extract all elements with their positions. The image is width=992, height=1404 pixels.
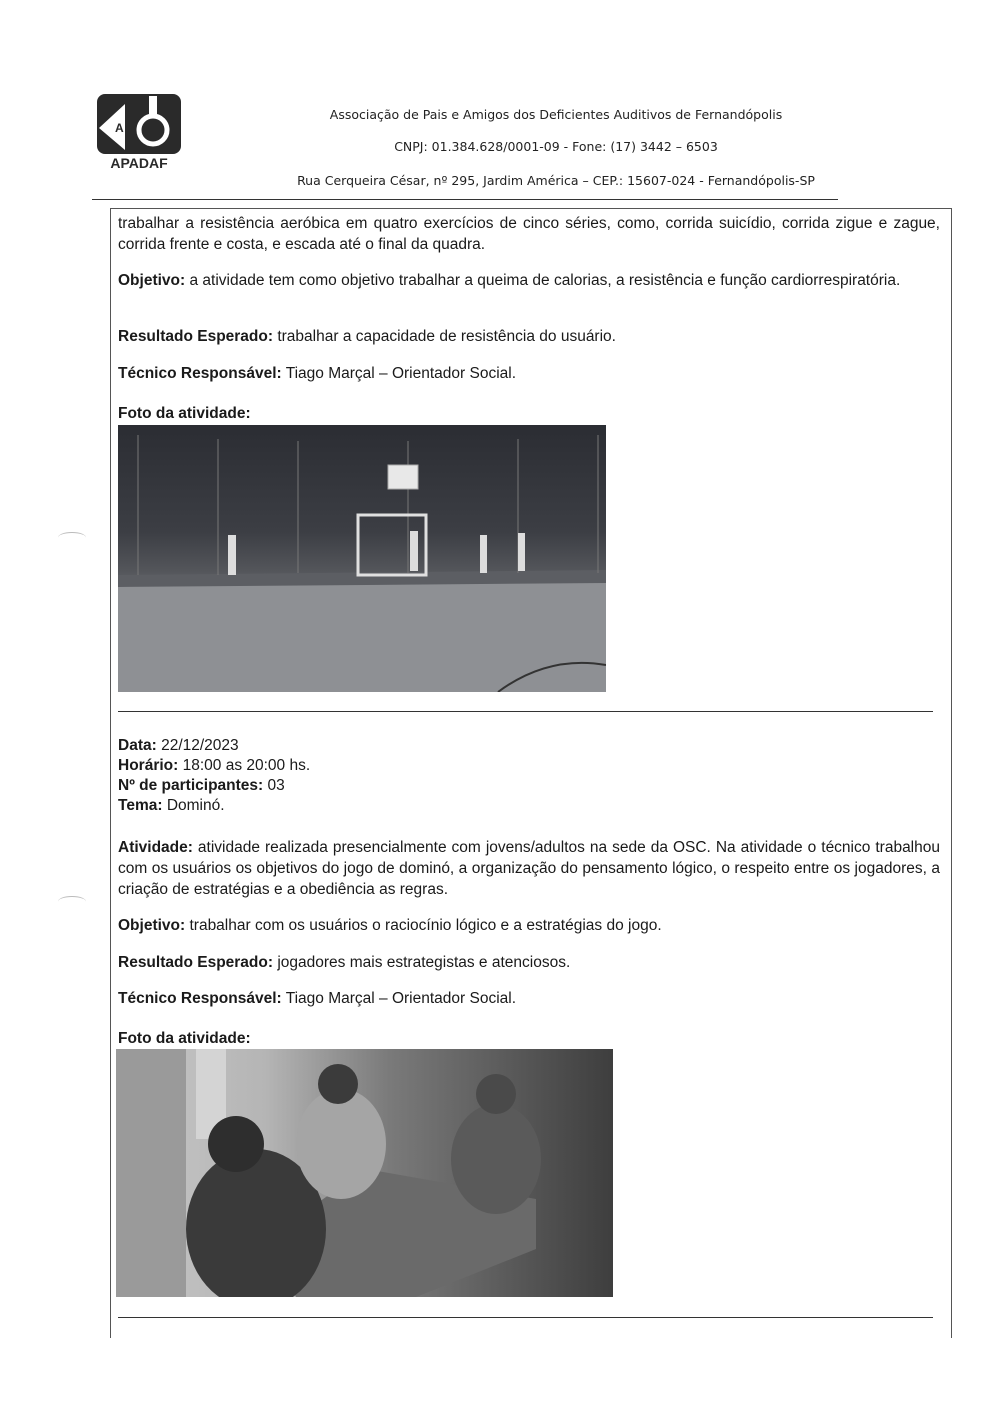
section-divider bbox=[118, 711, 933, 712]
section2-participantes: Nº de participantes: 03 bbox=[118, 777, 285, 794]
section-divider bbox=[118, 1317, 933, 1318]
section2-tecnico: Técnico Responsável: Tiago Marçal – Orientador Social. bbox=[118, 990, 517, 1007]
address-line: Rua Cerqueira César, nº 295, Jardim América – CEP.: 15607-024 - Fernandópolis-SP bbox=[297, 173, 815, 188]
section1-resultado: Resultado Esperado: trabalhar a capacidade de resistência do usuário. bbox=[118, 328, 616, 345]
svg-text:A: A bbox=[115, 121, 124, 135]
section2-resultado: Resultado Esperado: jogadores mais estrategistas e atenciosos. bbox=[118, 954, 571, 971]
apadaf-logo bbox=[95, 92, 183, 172]
scan-mark bbox=[58, 896, 86, 907]
section2-horario: Horário: 18:00 as 20:00 hs. bbox=[118, 757, 311, 774]
section2-data: Data: 22/12/2023 bbox=[118, 737, 239, 754]
logo-text: APADAF bbox=[110, 155, 168, 171]
section2-objetivo: Objetivo: trabalhar com os usuários o raciocínio lógico e a estratégias do jogo. bbox=[118, 917, 662, 934]
domino-activity-photo bbox=[116, 1049, 613, 1297]
section2-foto-label: Foto da atividade: bbox=[118, 1030, 251, 1047]
cnpj-line: CNPJ: 01.384.628/0001-09 - Fone: (17) 3442 – 6503 bbox=[394, 139, 718, 154]
org-name: Associação de Pais e Amigos dos Deficientes Auditivos de Fernandópolis bbox=[329, 107, 783, 122]
section1-intro: trabalhar a resistência aeróbica em quatro exercícios de cinco séries, como, corrida suicídio, corrida zigue e zague, corrida frente e costa, e escada até o final da quadra. bbox=[118, 215, 940, 253]
section2-atividade: Atividade: atividade realizada presencialmente com jovens/adultos na sede da OSC. Na atividade o técnico trabalhou com os usuários os objetivos do jogo de dominó, a organização do pensamento lógico, o respeito entre os jogadores, a criação de estratégias e a obediência as regras. bbox=[118, 839, 940, 898]
section1-tecnico: Técnico Responsável: Tiago Marçal – Orientador Social. bbox=[118, 365, 517, 382]
court-activity-photo bbox=[118, 425, 606, 692]
frame-top-border bbox=[110, 208, 951, 209]
section1-objetivo: Objetivo: a atividade tem como objetivo trabalhar a queima de calorias, a resistência e função cardiorrespiratória. bbox=[118, 272, 901, 289]
section1-foto-label: Foto da atividade: bbox=[118, 405, 251, 422]
section2-tema: Tema: Dominó. bbox=[118, 797, 225, 814]
scan-mark bbox=[58, 532, 86, 543]
header-divider bbox=[92, 199, 838, 200]
